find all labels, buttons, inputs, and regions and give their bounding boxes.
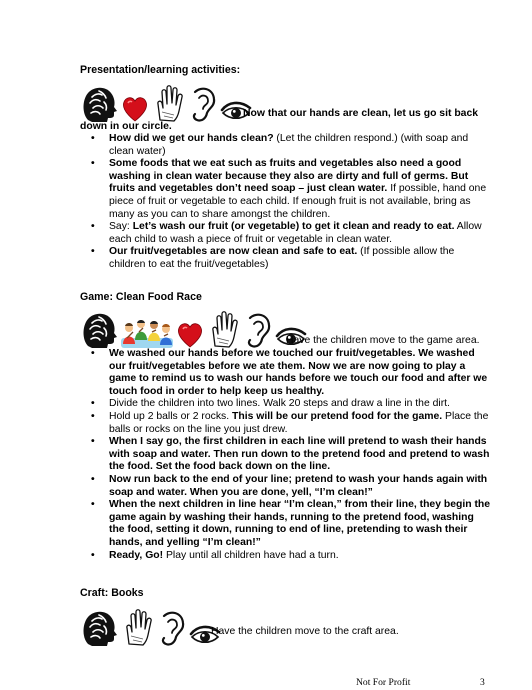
heart-icon — [176, 320, 204, 350]
footer-label: Not For Profit — [356, 677, 411, 688]
section-2-bullet-list — [80, 348, 492, 562]
hand-icon — [121, 608, 153, 648]
sensory-icon-row-3 — [80, 608, 221, 648]
bullet-text-run: Ready, Go! — [109, 549, 164, 561]
bullet-text-run: Now run back to the end of your line; pretend to wash your hands again with soap and water. When you are done, yell, “I’m clean!” — [109, 473, 488, 498]
bullet-item — [80, 411, 492, 436]
bullet-text-run: (If possible allow the children to eat the fruit/vegetables) — [109, 246, 455, 270]
bullet-item — [80, 133, 492, 158]
bullet-text-run: How did we get our hands clean? — [109, 133, 274, 144]
ear-icon — [242, 312, 272, 350]
bullet-text-run: When the next children in line hear “I’m clean,” from their line, they begin the game again by washing their hands, running to the pretend food, washing the food, setting it down, running to end of line, pretending to wash their hands, and yelling “I’m clean!” — [109, 499, 491, 548]
sensory-icon-row-2 — [80, 310, 307, 350]
head-silhouette-icon — [80, 608, 118, 648]
children-group-icon — [121, 318, 173, 350]
bullet-text-run: Play until all children have had a turn. — [163, 549, 339, 561]
bullet-item — [80, 158, 492, 221]
page-number: 3 — [480, 677, 485, 688]
bullet-item — [80, 474, 492, 499]
section-heading-craft: Craft: Books — [80, 587, 144, 599]
bullet-text-run: When I say go, the first children in each line will pretend to wash their hands with soap and water. Then run down to the pretend food and pretend to wash the food. Set the food back down on the line. — [109, 436, 490, 473]
bullet-text-run: Our fruit/vegetables are now clean and safe to eat. — [109, 246, 358, 258]
head-silhouette-icon — [80, 310, 118, 350]
heart-icon — [121, 94, 149, 124]
bullet-text-run: If possible, hand one piece of fruit or vegetable to each child. If enough fruit is not available, bring as many as you can to share amongst the children. — [109, 183, 487, 220]
bullet-text-run: Let’s wash our fruit (or vegetable) to get it clean and ready to eat. — [132, 221, 455, 233]
section-3-intro: Have the children move to the craft area. — [211, 626, 399, 637]
section-heading-presentation: Presentation/learning activities: — [80, 64, 241, 76]
bullet-item — [80, 499, 492, 549]
bullet-text-run: (Let the children respond.) (with soap and clean water) — [109, 133, 469, 157]
bullet-text-run: Divide the children into two lines. Walk 20 steps and draw a line in the dirt. — [109, 398, 450, 410]
head-silhouette-icon — [80, 84, 118, 124]
bullet-item — [80, 246, 492, 271]
bullet-text-run: Some foods that we eat such as fruits and vegetables also need a good washing in clean water because they also are dirty and full of germs. But fruits and vegetables don’t need soap – just clean water. — [109, 158, 469, 195]
bullet-text-run: Say: — [109, 221, 133, 233]
bullet-item — [80, 398, 492, 411]
bullet-text-run: Place the balls or rocks on the line you just drew. — [109, 410, 489, 435]
bullet-item — [80, 550, 492, 563]
hand-icon — [207, 310, 239, 350]
section-heading-game: Game: Clean Food Race — [80, 291, 202, 303]
bullet-item — [80, 348, 492, 398]
section-2-intro: Have the children move to the game area. — [286, 335, 480, 346]
ear-icon — [187, 86, 217, 124]
bullet-text-run: We washed our hands before we touched our fruit/vegetables. We washed our fruit/vegetables before we ate them. Now we are now going to play a game to remind us to wash our hands before we touch our food and after we touch food in order to help keep us healthy. — [109, 348, 488, 397]
bullet-item — [80, 436, 492, 474]
section-1-intro-continued: down in our circle. — [80, 121, 172, 132]
section-1-bullet-list — [80, 133, 492, 272]
bullet-text-run: This will be our pretend food for the game. — [232, 410, 443, 422]
hand-icon — [152, 84, 184, 124]
sensory-icon-row-1 — [80, 84, 252, 124]
bullet-text-run: Allow each child to wash a piece of fruit or vegetable in clean water. — [109, 221, 482, 245]
bullet-text-run: Hold up 2 balls or 2 rocks. — [109, 410, 233, 422]
bullet-item — [80, 221, 492, 246]
section-1-intro: Now that our hands are clean, let us go sit back — [243, 108, 478, 119]
ear-icon — [156, 610, 186, 648]
